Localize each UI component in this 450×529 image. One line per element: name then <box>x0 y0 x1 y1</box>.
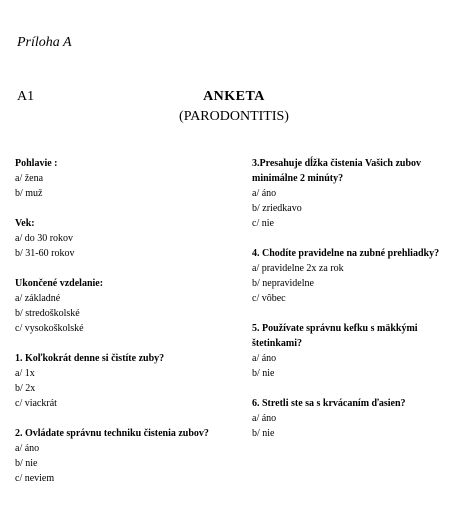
question-block-3 <box>252 156 447 231</box>
answer-option: a/ pravidelne 2x za rok <box>252 263 344 274</box>
answer-option: b/ 2x <box>15 383 36 394</box>
answer-option: c/ vôbec <box>252 293 286 304</box>
question-label: Vek: <box>15 218 35 229</box>
answer-option: a/ áno <box>252 188 277 199</box>
appendix-label: Príloha A <box>17 35 72 50</box>
answer-option: b/ nie <box>15 458 38 469</box>
question-label: Ukončené vzdelanie: <box>15 278 104 289</box>
question-block-age <box>15 216 230 261</box>
answer-option: b/ stredoškolské <box>15 308 80 319</box>
question-block-education <box>15 276 230 336</box>
document-title: ANKETA <box>203 89 265 104</box>
answer-option: c/ neviem <box>15 473 55 484</box>
question-label: 3.Presahuje dĺžka čistenia Vašich zubov minimálne 2 minúty? <box>252 158 421 184</box>
question-block-5 <box>252 321 447 381</box>
answer-option: b/ nie <box>252 428 275 439</box>
answer-option: a/ áno <box>252 353 277 364</box>
answer-option: c/ nie <box>252 218 274 229</box>
answer-option: b/ nie <box>252 368 275 379</box>
question-label: 6. Stretli ste sa s krvácaním ďasien? <box>252 398 406 409</box>
answer-option: a/ áno <box>252 413 277 424</box>
question-label: Pohlavie : <box>15 158 58 169</box>
section-code: A1 <box>17 89 35 104</box>
question-block-6 <box>252 396 447 441</box>
question-block-1 <box>15 351 230 411</box>
question-label: 4. Chodíte pravidelne na zubné prehliadky? <box>252 248 440 259</box>
right-column <box>252 156 447 441</box>
answer-option: a/ žena <box>15 173 44 184</box>
answer-option: a/ 1x <box>15 368 35 379</box>
answer-option: c/ vysokoškolské <box>15 323 84 334</box>
question-label: 1. Koľkokrát denne si čistíte zuby? <box>15 353 165 364</box>
question-block-gender <box>15 156 230 201</box>
answer-option: b/ nepravidelne <box>252 278 314 289</box>
question-block-4 <box>252 246 447 306</box>
answer-option: a/ áno <box>15 443 40 454</box>
question-label: 5. Používate správnu kefku s mäkkými štetinkami? <box>252 323 418 349</box>
answer-option: a/ do 30 rokov <box>15 233 74 244</box>
question-block-2 <box>15 426 230 486</box>
answer-option: b/ 31-60 rokov <box>15 248 75 259</box>
left-column <box>15 156 230 486</box>
question-label: 2. Ovládate správnu techniku čistenia zubov? <box>15 428 209 439</box>
document-subtitle: (PARODONTITIS) <box>179 109 289 124</box>
answer-option: b/ muž <box>15 188 43 199</box>
answer-option: b/ zriedkavo <box>252 203 302 214</box>
answer-option: c/ viackrát <box>15 398 57 409</box>
answer-option: a/ základné <box>15 293 61 304</box>
